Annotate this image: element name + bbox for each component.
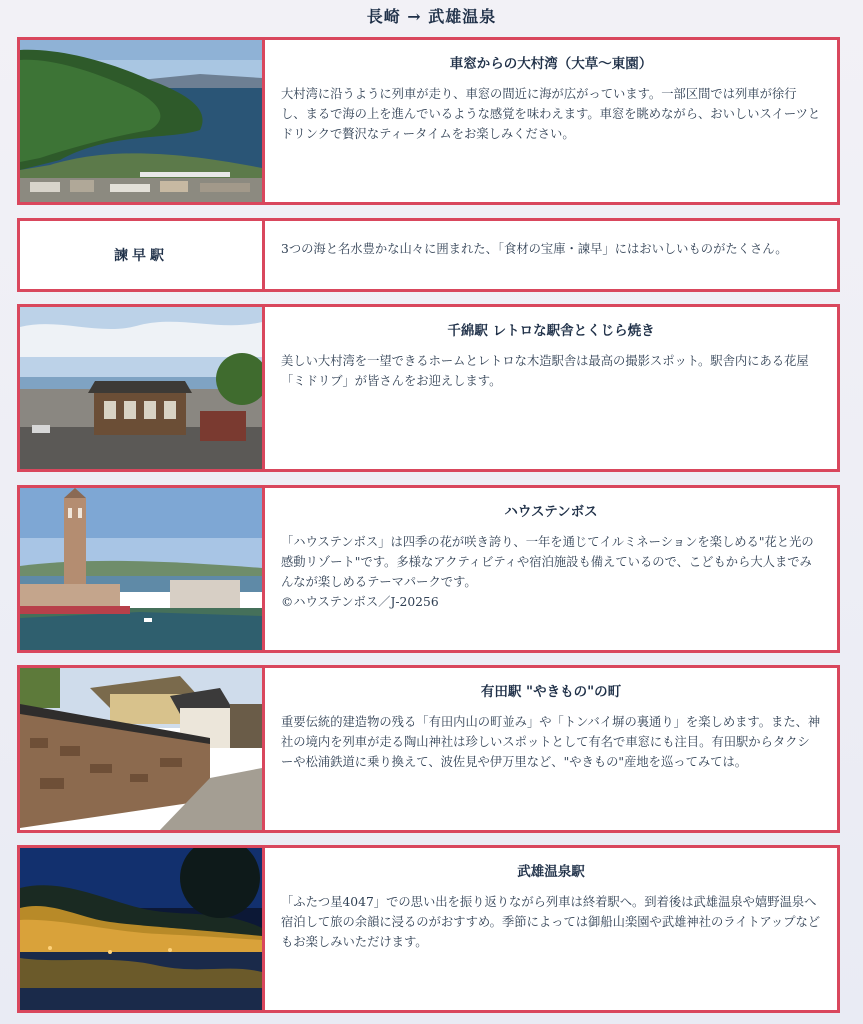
stop-heading: ハウステンボス <box>504 504 598 520</box>
arita-town-photo <box>20 668 265 830</box>
stop-card-arita <box>17 665 840 833</box>
page-title: 長崎 → 武雄温泉 <box>366 7 497 26</box>
stop-card-huis-ten-bosch <box>17 485 840 653</box>
stop-card-takeo-onsen <box>17 845 840 1013</box>
stop-heading: 千綿駅 レトロな駅舎とくじら焼き <box>447 323 655 339</box>
huis-ten-bosch-photo <box>20 488 265 650</box>
takeo-night-photo <box>20 848 265 1010</box>
chiwata-station-photo <box>20 307 265 469</box>
stop-card-isahaya <box>17 218 840 292</box>
stop-heading: 有田駅 "やきもの"の町 <box>480 684 622 700</box>
stop-description: 「ハウステンボス」は四季の花が咲き誇り、一年を通じてイルミネーションを楽しめる"花と光の感動リゾート"です。多様なアクティビティや宿泊施設も備えているので、こどもから大人までみんなが楽しめるテーマパークです。 ©ハウステンボス／J-20256 <box>281 535 814 609</box>
omura-bay-photo <box>20 40 265 202</box>
stop-heading: 車窓からの大村湾（大草〜東園） <box>449 56 653 72</box>
stop-description: 重要伝統的建造物の残る「有田内山の町並み」や「トンバイ塀の裏通り」を楽しめます。また、神社の境内を列車が走る陶山神社は珍しいスポットとして有名で車窓にも注目。有田駅からタクシーや松浦鉄道に乗り換えて、波佐見や伊万里など、"やきもの"産地を巡ってみては。 <box>281 715 821 769</box>
stop-description: 美しい大村湾を一望できるホームとレトロな木造駅舎は最高の撮影スポット。駅舎内にある花屋「ミドリブ」が皆さんをお迎えします。 <box>281 354 809 388</box>
stop-station-label: 諫早駅 <box>20 221 265 289</box>
stop-description: 3つの海と名水豊かな山々に囲まれた、「食材の宝庫・諫早」にはおいしいものがたくさん。 <box>281 242 788 256</box>
stop-heading: 武雄温泉駅 <box>517 864 585 880</box>
stop-card-omura-bay <box>17 37 840 205</box>
stop-description: 「ふたつ星4047」での思い出を振り返りながら列車は終着駅へ。到着後は武雄温泉や嬉野温泉へ宿泊して旅の余韻に浸るのがおすすめ。季節によっては御船山楽園や武雄神社のライトアップなどもお楽しみいただけます。 <box>281 895 821 949</box>
stop-description: 大村湾に沿うように列車が走り、車窓の間近に海が広がっています。一部区間では列車が徐行し、まるで海の上を進んでいるような感覚を味わえます。車窓を眺めながら、おいしいスイーツとドリンクで贅沢なティータイムをお楽しみください。 <box>281 87 821 141</box>
stop-card-chiwata <box>17 304 840 472</box>
